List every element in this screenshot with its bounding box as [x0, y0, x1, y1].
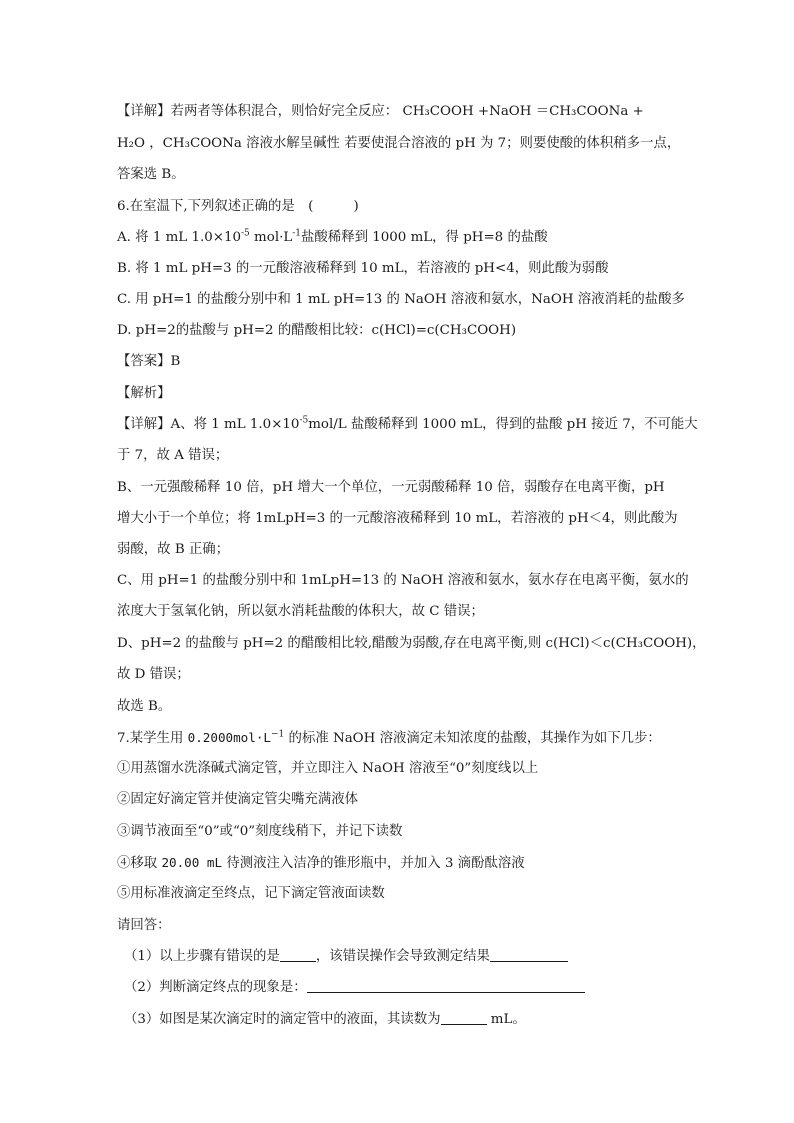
text-line: H₂O ，CH₃COONa 溶液水解呈碱性 若要使混合溶液的 pH 为 7；则要使酸的体积稍多一点，: [117, 136, 681, 151]
step-3: ③调节液面至“0”或“0”刻度线稍下，并记下读数: [117, 824, 403, 839]
explanation-line: C、用 pH=1 的盐酸分别中和 1mLpH=13 的 NaOH 溶液和氨水，氨水存在电离平衡，氨水的: [117, 573, 689, 588]
explanation-line: 故选 B。: [117, 699, 172, 714]
answer-line: 【答案】B: [117, 354, 181, 369]
explanation-line: 【详解】A、将 1 mL $1.0\times 10^{-5}mol/L$ 盐酸稀释到 1000 mL，得到的盐酸 pH 接近 7，不可能大: [117, 415, 698, 432]
step-1: ①用蒸馏水洗涤碱式滴定管，并立即注入 NaOH 溶液至“0”刻度线以上: [117, 761, 539, 776]
option-b: B. 将 1 mL pH=3 的一元酸溶液稀释到 10 mL，若溶液的 pH<4，则此酸为弱酸: [117, 261, 609, 276]
sub-question-3: （3）如图是某次滴定时的滴定管中的液面，其读数为 mL。: [124, 1012, 526, 1027]
answer-blank: [280, 947, 316, 962]
prompt-label: 请回答：: [117, 918, 171, 933]
explanation-line: 浓度大于氢氧化钠，所以氨水消耗盐酸的体积大，故 C 错误；: [117, 604, 484, 619]
option-d: D. pH=2的盐酸与 pH=2 的醋酸相比较：c(HCl)=c(CH₃COOH): [117, 323, 517, 338]
answer-blank: [307, 978, 585, 993]
option-c: C. 用 pH=1 的盐酸分别中和 1 mL pH=13 的 NaOH 溶液和氨水，NaOH 溶液消耗的盐酸多: [117, 292, 685, 307]
sub-question-2: （2）判断滴定终点的现象是：: [124, 978, 694, 998]
explanation-line: 增大小于一个单位；将 1mLpH=3 的一元酸溶液稀释到 10 mL，若溶液的 pH＜4，则此酸为: [117, 511, 678, 526]
question-7-stem: 7.某学生用 $0.2000mol\cdot L^{-1}$ 的标准 NaOH 溶液滴定未知浓度的盐酸，其操作为如下几步：: [117, 729, 661, 746]
explanation-line: 弱酸，故 B 正确；: [117, 542, 230, 557]
answer-blank: [490, 947, 568, 962]
explanation-line: B、一元强酸稀释 10 倍，pH 增大一个单位，一元弱酸稀释 10 倍，弱酸存在电离平衡，pH: [117, 480, 665, 495]
explanation-line: 故 D 错误；: [117, 667, 190, 682]
sub-question-1: （1）以上步骤有错误的是 ，该错误操作会导致测定结果: [124, 947, 694, 967]
answer-blank: [441, 1010, 487, 1025]
explanation-line: D、pH=2 的盐酸与 pH=2 的醋酸相比较,醋酸为弱酸,存在电离平衡,则 c(HCl)＜c(CH₃COOH)，: [117, 636, 706, 651]
step-2: ②固定好滴定管并使滴定管尖嘴充满液体: [117, 792, 359, 807]
explanation-line: 于 7，故 A 错误；: [117, 448, 229, 463]
step-5: ⑤用标准液滴定至终点，记下滴定管液面读数: [117, 886, 385, 901]
option-a: A. 将 1 mL $1.0\times 10^{-5}$ $mol\cdot L^{-1}$盐酸稀释到 1000 mL，得 pH=8 的盐酸: [117, 228, 548, 245]
text-line: 答案选 B。: [117, 167, 185, 182]
question-6-stem: 6.在室温下,下列叙述正确的是 ( ): [117, 199, 359, 214]
step-4: ④移取 20.00 mL 待测液注入洁净的锥形瓶中，并加入 3 滴酚酞溶液: [117, 855, 525, 871]
analysis-heading: 【解析】: [117, 386, 171, 401]
text-line: 【详解】若两者等体积混合，则恰好完全反应： CH₃COOH +NaOH ＝CH₃COONa +: [117, 104, 644, 119]
